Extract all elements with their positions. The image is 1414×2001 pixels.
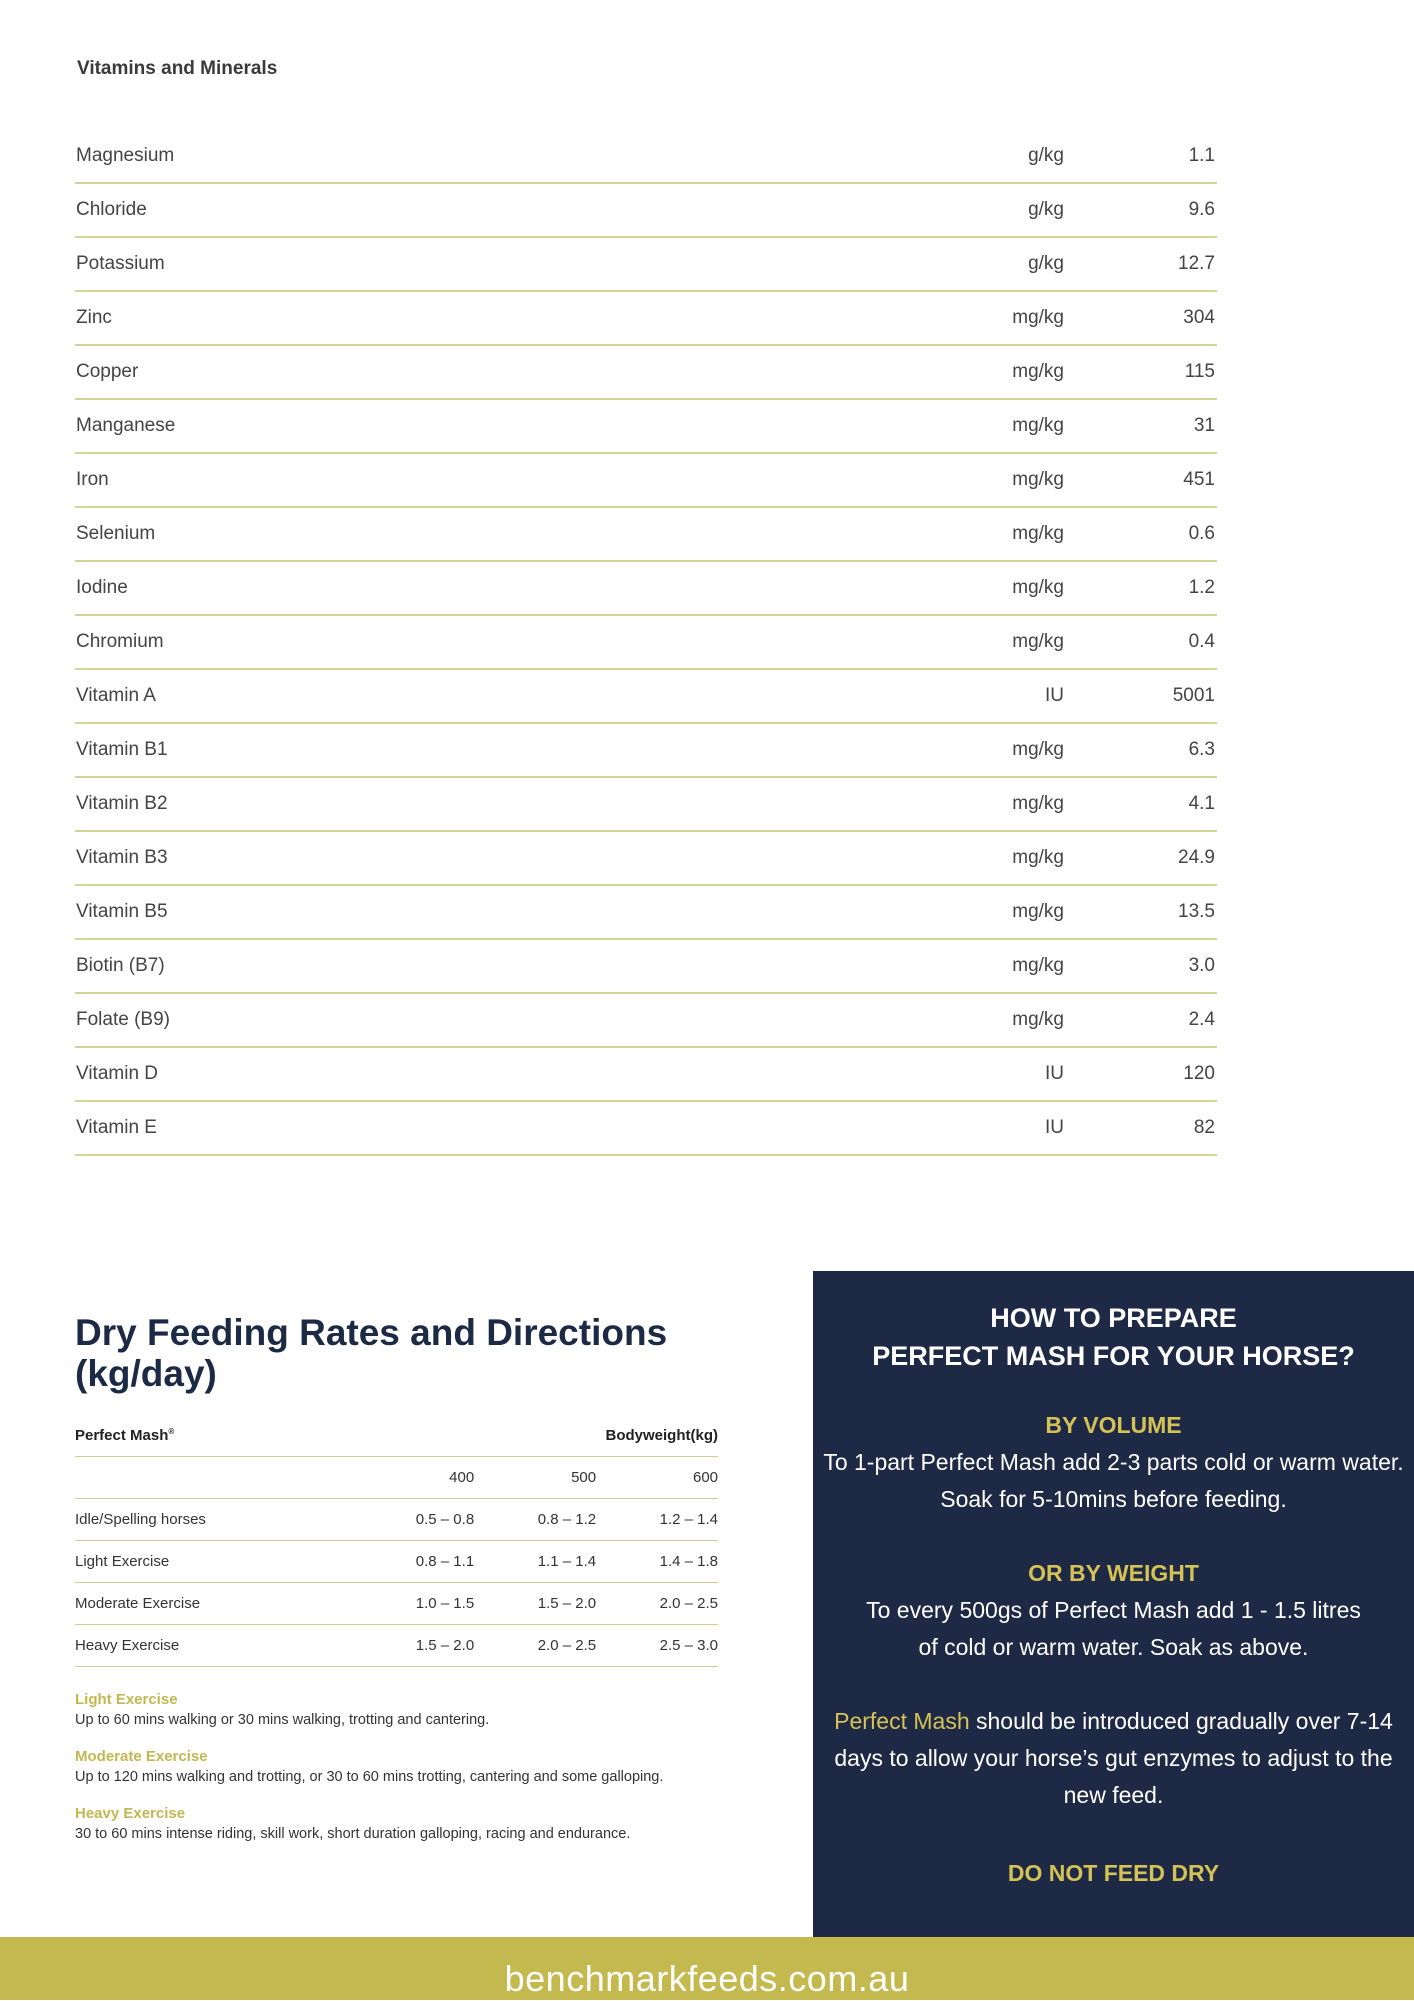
introduction-note: Perfect Mash should be introduced gradually over 7-14 days to allow your horse’s gut enzymes to adjust to the new feed. xyxy=(834,1708,1393,1808)
vitamin-value: 1.1 xyxy=(1188,145,1215,166)
product-name: Perfect Mash® xyxy=(75,1427,175,1444)
vitamin-name: Vitamin D xyxy=(76,1063,159,1084)
vitamin-unit: mg/kg xyxy=(1012,1009,1064,1030)
vitamin-name: Copper xyxy=(76,361,139,382)
vitamin-unit: g/kg xyxy=(1028,253,1064,274)
feeding-row xyxy=(75,1499,718,1541)
feeding-rate: 1.1 – 1.4 xyxy=(537,1553,597,1570)
vitamin-row xyxy=(75,346,1217,400)
website-link[interactable]: benchmarkfeeds.com.au xyxy=(504,1958,910,1999)
vitamin-unit: mg/kg xyxy=(1012,415,1064,436)
feeding-rate: 1.5 – 2.0 xyxy=(415,1637,475,1654)
vitamin-value: 6.3 xyxy=(1188,739,1215,760)
vitamin-row xyxy=(75,670,1217,724)
vitamin-unit: mg/kg xyxy=(1012,739,1064,760)
vitamin-name: Vitamin A xyxy=(76,685,156,706)
vitamin-row xyxy=(75,832,1217,886)
vitamin-unit: IU xyxy=(1045,1117,1064,1138)
prepare-panel xyxy=(813,1271,1414,1937)
vitamin-row xyxy=(75,1048,1217,1102)
feeding-rate: 0.5 – 0.8 xyxy=(415,1511,475,1528)
vitamin-value: 1.2 xyxy=(1188,577,1215,598)
vitamin-row xyxy=(75,292,1217,346)
exercise-note-heading: Heavy Exercise xyxy=(75,1805,186,1822)
by-volume-text: To 1-part Perfect Mash add 2-3 parts cold or warm water. Soak for 5-10mins before feeding. xyxy=(823,1449,1404,1512)
vitamin-unit: mg/kg xyxy=(1012,631,1064,652)
weight-600: 600 xyxy=(692,1469,719,1486)
feeding-rate: 1.5 – 2.0 xyxy=(537,1595,597,1612)
vitamin-unit: g/kg xyxy=(1028,145,1064,166)
by-weight-section xyxy=(813,1555,1414,1666)
brand-name: Perfect Mash xyxy=(834,1708,970,1734)
vitamins-title: Vitamins and Minerals xyxy=(77,58,278,79)
vitamin-value: 120 xyxy=(1183,1063,1215,1084)
vitamin-unit: mg/kg xyxy=(1012,469,1064,490)
activity-label: Heavy Exercise xyxy=(75,1637,180,1654)
vitamin-name: Iron xyxy=(76,469,109,490)
vitamin-value: 3.0 xyxy=(1188,955,1215,976)
vitamin-value: 31 xyxy=(1193,415,1215,436)
vitamin-name: Selenium xyxy=(76,523,156,544)
vitamin-unit: g/kg xyxy=(1028,199,1064,220)
feeding-rate: 2.5 – 3.0 xyxy=(659,1637,719,1654)
vitamin-row xyxy=(75,454,1217,508)
vitamin-unit: mg/kg xyxy=(1012,847,1064,868)
feeding-table xyxy=(75,1415,718,1667)
bodyweight-label: Bodyweight(kg) xyxy=(605,1427,718,1444)
feeding-row xyxy=(75,1541,718,1583)
vitamin-unit: mg/kg xyxy=(1012,901,1064,922)
prepare-title: HOW TO PREPARE PERFECT MASH FOR YOUR HORSE? xyxy=(872,1303,1355,1371)
by-volume-section xyxy=(813,1407,1414,1518)
exercise-note-text: Up to 60 mins walking or 30 mins walking, trotting and cantering. xyxy=(75,1712,490,1728)
by-volume-label: BY VOLUME xyxy=(1045,1412,1182,1438)
feeding-title: Dry Feeding Rates and Directions (kg/day) xyxy=(75,1312,668,1394)
feeding-rate: 1.4 – 1.8 xyxy=(659,1553,719,1570)
vitamin-unit: mg/kg xyxy=(1012,793,1064,814)
vitamin-row xyxy=(75,940,1217,994)
vitamins-table xyxy=(75,130,1217,1156)
vitamin-value: 115 xyxy=(1184,361,1215,382)
vitamin-value: 304 xyxy=(1183,307,1215,328)
vitamin-unit: mg/kg xyxy=(1012,577,1064,598)
registered-mark: ® xyxy=(168,1427,175,1436)
vitamin-name: Iodine xyxy=(76,577,128,598)
vitamin-name: Magnesium xyxy=(76,145,175,166)
activity-label: Moderate Exercise xyxy=(75,1595,201,1612)
vitamin-row xyxy=(75,238,1217,292)
vitamin-name: Vitamin B5 xyxy=(76,901,168,922)
exercise-note xyxy=(75,1804,725,1845)
vitamin-name: Vitamin B2 xyxy=(76,793,168,814)
footer-bar xyxy=(0,1937,1414,2000)
weight-500: 500 xyxy=(571,1469,597,1486)
vitamin-value: 0.6 xyxy=(1188,523,1215,544)
vitamin-row xyxy=(75,994,1217,1048)
warning-text: DO NOT FEED DRY xyxy=(1007,1860,1220,1886)
vitamin-value: 24.9 xyxy=(1178,847,1215,868)
vitamin-unit: mg/kg xyxy=(1012,361,1064,382)
vitamin-row xyxy=(75,184,1217,238)
vitamin-row xyxy=(75,724,1217,778)
exercise-note-heading: Light Exercise xyxy=(75,1691,178,1708)
vitamin-row xyxy=(75,508,1217,562)
exercise-note xyxy=(75,1747,725,1788)
vitamin-unit: mg/kg xyxy=(1012,523,1064,544)
vitamin-row xyxy=(75,778,1217,832)
vitamin-row xyxy=(75,616,1217,670)
exercise-note xyxy=(75,1690,725,1731)
vitamin-unit: IU xyxy=(1045,1063,1064,1084)
vitamin-unit: mg/kg xyxy=(1012,955,1064,976)
vitamin-name: Vitamin B3 xyxy=(76,847,168,868)
feeding-rate: 1.2 – 1.4 xyxy=(659,1511,719,1528)
vitamin-row xyxy=(75,400,1217,454)
feeding-rows xyxy=(75,1499,718,1667)
vitamin-name: Chloride xyxy=(76,199,147,220)
exercise-notes xyxy=(75,1690,725,1861)
exercise-note-heading: Moderate Exercise xyxy=(75,1748,208,1765)
feeding-rate: 2.0 – 2.5 xyxy=(537,1637,597,1654)
vitamin-value: 82 xyxy=(1193,1117,1215,1138)
activity-label: Light Exercise xyxy=(75,1553,170,1570)
vitamin-name: Zinc xyxy=(76,307,112,328)
weights-row xyxy=(75,1457,718,1499)
vitamin-value: 0.4 xyxy=(1188,631,1215,652)
feeding-table-header xyxy=(75,1415,718,1457)
by-weight-text: To every 500gs of Perfect Mash add 1 - 1.5 litres of cold or warm water. Soak as above. xyxy=(866,1597,1361,1660)
feeding-row xyxy=(75,1583,718,1625)
vitamin-row xyxy=(75,1102,1217,1156)
vitamin-name: Manganese xyxy=(76,415,176,436)
vitamin-unit: mg/kg xyxy=(1012,307,1064,328)
vitamin-value: 13.5 xyxy=(1178,901,1215,922)
vitamin-value: 9.6 xyxy=(1188,199,1215,220)
vitamin-name: Vitamin B1 xyxy=(76,739,168,760)
vitamin-name: Potassium xyxy=(76,253,165,274)
by-weight-label: OR BY WEIGHT xyxy=(1028,1560,1199,1586)
vitamin-value: 12.7 xyxy=(1178,253,1215,274)
vitamin-unit: IU xyxy=(1045,685,1064,706)
vitamin-name: Chromium xyxy=(76,631,164,652)
vitamin-row xyxy=(75,886,1217,940)
weight-400: 400 xyxy=(449,1469,475,1486)
vitamin-name: Folate (B9) xyxy=(76,1009,170,1030)
vitamin-value: 4.1 xyxy=(1188,793,1215,814)
feeding-rate: 0.8 – 1.2 xyxy=(537,1511,597,1528)
exercise-note-text: 30 to 60 mins intense riding, skill work, short duration galloping, racing and endurance. xyxy=(75,1826,631,1842)
vitamin-value: 2.4 xyxy=(1188,1009,1215,1030)
feeding-rate: 1.0 – 1.5 xyxy=(415,1595,475,1612)
exercise-note-text: Up to 120 mins walking and trotting, or 30 to 60 mins trotting, cantering and some galloping. xyxy=(75,1769,664,1785)
feeding-rate: 0.8 – 1.1 xyxy=(415,1553,475,1570)
vitamin-value: 451 xyxy=(1183,469,1215,490)
vitamin-name: Biotin (B7) xyxy=(76,955,165,976)
vitamin-row xyxy=(75,562,1217,616)
feeding-rate: 2.0 – 2.5 xyxy=(659,1595,719,1612)
vitamin-value: 5001 xyxy=(1172,685,1215,706)
vitamin-row xyxy=(75,130,1217,184)
feeding-row xyxy=(75,1625,718,1667)
activity-label: Idle/Spelling horses xyxy=(75,1511,206,1528)
vitamin-name: Vitamin E xyxy=(76,1117,157,1138)
